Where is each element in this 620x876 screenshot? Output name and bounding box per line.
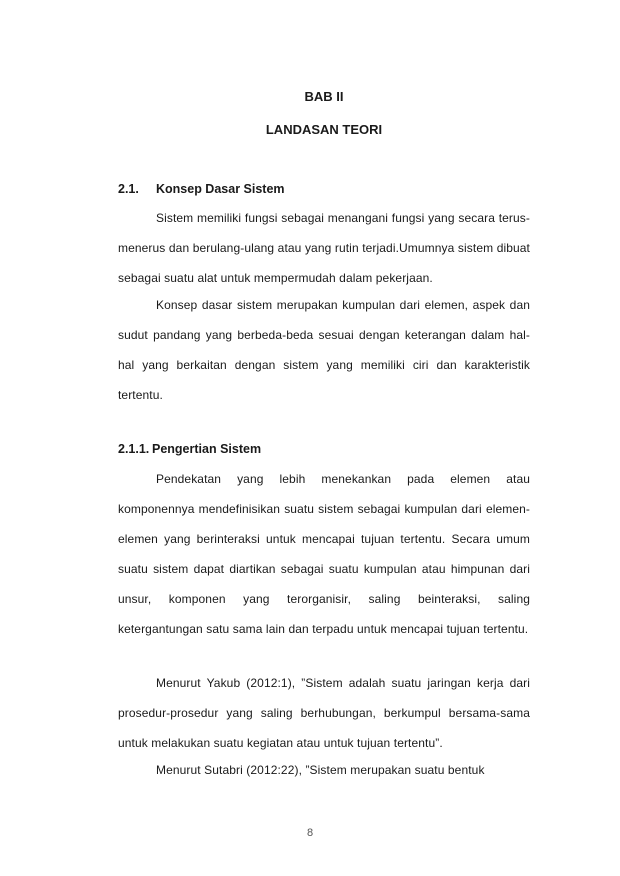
paragraph: Pendekatan yang lebih menekankan pada elemen atau komponennya mendefinisikan suatu sistem sebagai kumpulan dari elemen-elemen yang berinteraksi untuk mencapai tujuan tertentu. Secara umum suatu sistem dapat diartikan sebagai suatu kumpulan atau himpunan dari unsur, komponen yang terorganisir, saling beinteraksi, saling ketergantungan satu sama lain dan terpadu untuk mencapai tujuan tertentu.: [118, 472, 530, 636]
chapter-number: BAB II: [304, 89, 344, 104]
section-number: 2.1.1.: [118, 442, 150, 456]
page-number: 8: [306, 827, 314, 839]
paragraph: Menurut Yakub (2012:1), ”Sistem adalah suatu jaringan kerja dari prosedur-prosedur yang saling berhubungan, berkumpul bersama-sama untuk melakukan suatu kegiatan atau untuk tujuan tertentu”.: [118, 676, 530, 750]
section-heading-2-1-1: [118, 442, 530, 456]
section-number: 2.1.: [118, 182, 139, 196]
section-heading-2-1: [118, 182, 530, 196]
section-title: Pengertian Sistem: [152, 442, 262, 456]
chapter-title: LANDASAN TEORI: [265, 122, 383, 137]
paragraph: Sistem memiliki fungsi sebagai menangani fungsi yang secara terus-menerus dan berulang-ulang atau yang rutin terjadi.Umumnya sistem dibuat sebagai suatu alat untuk mempermudah dalam pekerjaan.: [118, 211, 530, 285]
paragraph: Konsep dasar sistem merupakan kumpulan dari elemen, aspek dan sudut pandang yang berbeda-beda sesuai dengan keterangan dalam hal-hal yang berkaitan dengan sistem yang memiliki ciri dan karakteristik tertentu.: [118, 298, 530, 402]
section-title: Konsep Dasar Sistem: [156, 182, 285, 196]
paragraph: Menurut Sutabri (2012:22), ”Sistem merupakan suatu bentuk: [156, 763, 485, 777]
